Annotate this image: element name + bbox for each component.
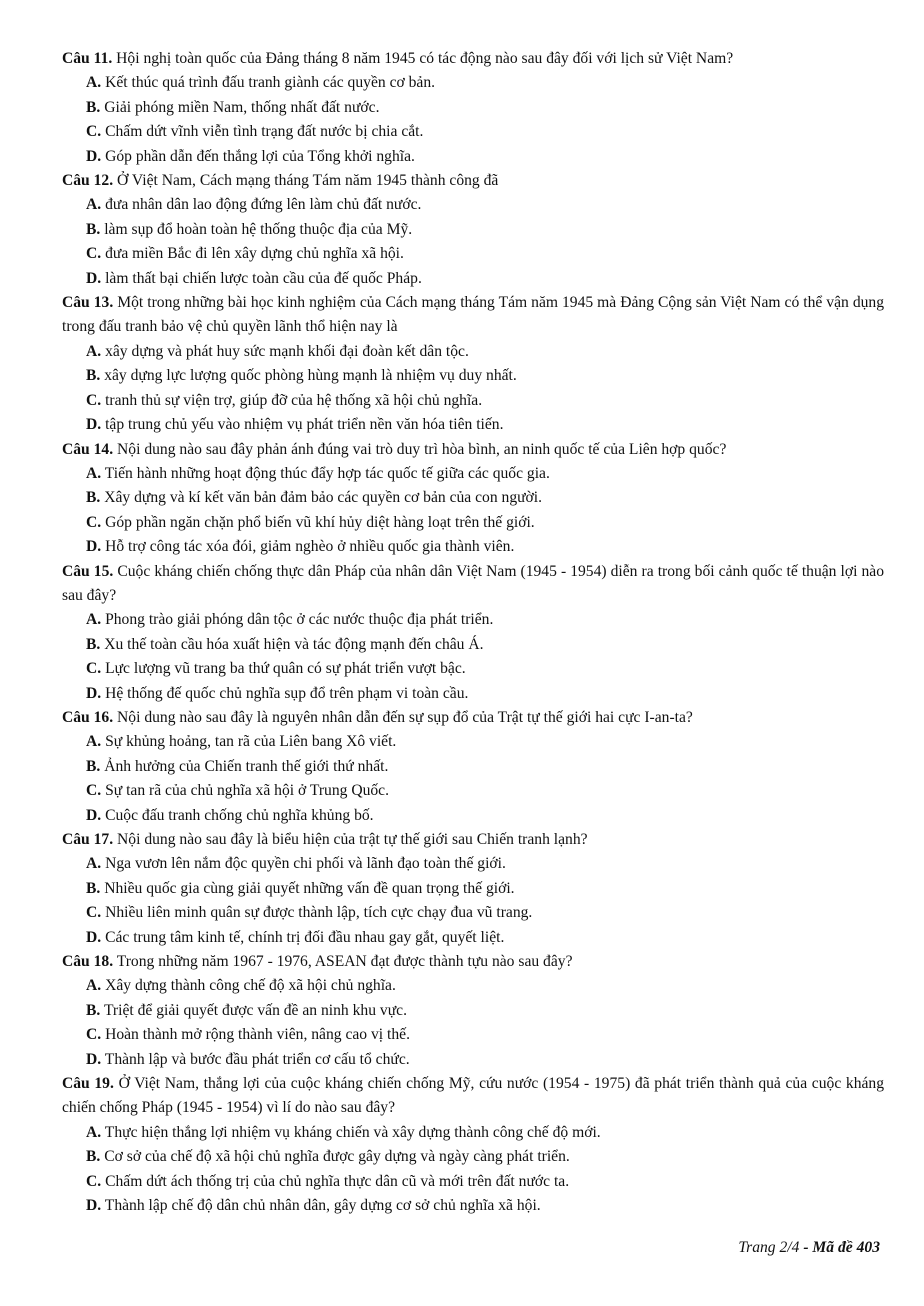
- question-text: Nội dung nào sau đây là biểu hiện của trật tự thế giới sau Chiến tranh lạnh?: [117, 831, 588, 848]
- question-stem: [62, 828, 884, 852]
- answer-option: [86, 633, 884, 657]
- question-block: [62, 560, 884, 706]
- exam-code: Mã đề 403: [812, 1239, 880, 1256]
- option-text: Xây dựng thành công chế độ xã hội chủ nghĩa.: [105, 977, 396, 995]
- question-number: Câu 12.: [62, 172, 114, 190]
- question-text: Nội dung nào sau đây phản ánh đúng vai trò duy trì hòa bình, an ninh quốc tế của Liên hợp quốc?: [117, 440, 727, 458]
- answer-option: [86, 413, 884, 437]
- question-text: Một trong những bài học kinh nghiệm của Cách mạng tháng Tám năm 1945 mà Đảng Cộng sản Việt Nam có thể vận dụng trong đấu tranh bảo vệ chủ quyền lãnh thổ hiện nay là: [62, 294, 885, 336]
- answer-option: [86, 657, 884, 681]
- option-text: Thực hiện thắng lợi nhiệm vụ kháng chiến và xây dựng thành công chế độ mới.: [104, 1123, 601, 1141]
- answer-option: [86, 486, 884, 510]
- option-text: Cơ sở của chế độ xã hội chủ nghĩa được gây dựng và ngày càng phát triển.: [104, 1148, 570, 1166]
- option-letter: B.: [86, 220, 101, 238]
- question-number: Câu 18.: [62, 953, 114, 971]
- answer-option: [86, 779, 884, 803]
- question-stem: [62, 47, 884, 71]
- option-letter: D.: [86, 538, 102, 556]
- option-text: Góp phần ngăn chặn phổ biến vũ khí hủy diệt hàng loạt trên thế giới.: [105, 513, 535, 531]
- question-number: Câu 17.: [62, 831, 114, 848]
- option-letter: D.: [86, 928, 102, 946]
- option-letter: A.: [86, 611, 102, 629]
- option-text: Nhiều liên minh quân sự được thành lập, tích cực chạy đua vũ trang.: [105, 904, 533, 922]
- option-letter: D.: [86, 806, 102, 824]
- option-text: Hỗ trợ công tác xóa đói, giảm nghèo ở nhiều quốc gia thành viên.: [105, 538, 515, 556]
- answer-option: [86, 535, 884, 559]
- option-letter: B.: [86, 489, 101, 507]
- question-number: Câu 11.: [62, 50, 113, 67]
- option-text: Ảnh hưởng của Chiến tranh thế giới thứ nhất.: [104, 757, 389, 775]
- question-text: Ở Việt Nam, Cách mạng tháng Tám năm 1945 thành công đã: [117, 172, 499, 190]
- page-footer: [738, 1239, 880, 1257]
- question-block: [62, 169, 884, 291]
- option-letter: D.: [86, 269, 102, 287]
- option-text: Xây dựng và kí kết văn bản đảm bảo các quyền cơ bản của con người.: [104, 489, 543, 507]
- option-text: Chấm dứt vĩnh viễn tình trạng đất nước bị chia cắt.: [105, 123, 424, 141]
- option-letter: C.: [86, 1026, 102, 1044]
- option-text: tranh thủ sự viện trợ, giúp đỡ của hệ thống xã hội chủ nghĩa.: [105, 391, 483, 409]
- option-text: xây dựng và phát huy sức mạnh khối đại đoàn kết dân tộc.: [105, 342, 469, 360]
- answer-option: [86, 755, 884, 779]
- question-text: Hội nghị toàn quốc của Đảng tháng 8 năm 1945 có tác động nào sau đây đối với lịch sử Việt Nam?: [116, 50, 734, 67]
- answer-option: [86, 852, 884, 876]
- answer-option: [86, 511, 884, 535]
- answer-option: [86, 218, 884, 242]
- option-letter: A.: [86, 74, 102, 92]
- answer-option: [86, 71, 884, 95]
- option-text: Cuộc đấu tranh chống chủ nghĩa khủng bố.: [105, 806, 374, 824]
- question-stem: [62, 169, 884, 193]
- option-letter: A.: [86, 196, 102, 214]
- answer-option: [86, 901, 884, 925]
- answer-option: [86, 364, 884, 388]
- option-letter: B.: [86, 879, 101, 897]
- option-text: Hoàn thành mở rộng thành viên, nâng cao vị thế.: [105, 1026, 410, 1044]
- answer-option: [86, 389, 884, 413]
- answer-option: [86, 974, 884, 998]
- option-text: Sự tan rã của chủ nghĩa xã hội ở Trung Quốc.: [105, 782, 389, 800]
- answer-option: [86, 267, 884, 291]
- question-stem: [62, 438, 884, 462]
- answer-option: [86, 340, 884, 364]
- option-letter: B.: [86, 1148, 101, 1166]
- answer-option: [86, 462, 884, 486]
- question-block: [62, 1072, 884, 1218]
- option-letter: C.: [86, 904, 102, 922]
- option-text: xây dựng lực lượng quốc phòng hùng mạnh là nhiệm vụ duy nhất.: [104, 367, 517, 385]
- question-block: [62, 828, 884, 950]
- option-text: làm thất bại chiến lược toàn cầu của đế quốc Pháp.: [105, 269, 422, 287]
- question-stem: [62, 950, 884, 974]
- answer-option: [86, 682, 884, 706]
- answer-option: [86, 999, 884, 1023]
- exam-page-body: [62, 47, 884, 1219]
- answer-option: [86, 730, 884, 754]
- option-text: Xu thế toàn cầu hóa xuất hiện và tác động mạnh đến châu Á.: [104, 635, 484, 653]
- option-text: tập trung chủ yếu vào nhiệm vụ phát triển nền văn hóa tiên tiến.: [105, 416, 504, 434]
- question-block: [62, 47, 884, 169]
- option-letter: B.: [86, 98, 101, 116]
- option-letter: A.: [86, 977, 102, 995]
- option-text: Thành lập và bước đầu phát triển cơ cấu tổ chức.: [104, 1050, 410, 1068]
- page-number: Trang 2/4: [738, 1239, 800, 1256]
- option-letter: A.: [86, 464, 102, 482]
- option-text: Hệ thống đế quốc chủ nghĩa sụp đổ trên phạm vi toàn cầu.: [105, 684, 469, 702]
- option-letter: B.: [86, 635, 101, 653]
- option-letter: D.: [86, 1050, 102, 1068]
- question-stem: [62, 291, 884, 340]
- option-letter: A.: [86, 342, 102, 360]
- option-letter: C.: [86, 513, 102, 531]
- answer-option: [86, 242, 884, 266]
- option-letter: C.: [86, 660, 102, 678]
- question-block: [62, 950, 884, 1072]
- question-number: Câu 14.: [62, 440, 114, 458]
- option-letter: A.: [86, 855, 102, 873]
- option-letter: D.: [86, 1197, 102, 1215]
- question-stem: [62, 706, 884, 730]
- question-number: Câu 19.: [62, 1075, 114, 1093]
- question-stem: [62, 1072, 884, 1121]
- option-text: Nga vươn lên nắm độc quyền chi phối và lãnh đạo toàn thế giới.: [105, 855, 506, 873]
- option-text: đưa nhân dân lao động đứng lên làm chủ đất nước.: [105, 196, 422, 214]
- option-text: Sự khủng hoảng, tan rã của Liên bang Xô viết.: [105, 733, 397, 751]
- question-text: Cuộc kháng chiến chống thực dân Pháp của nhân dân Việt Nam (1945 - 1954) diễn ra trong bối cảnh quốc tế thuận lợi nào sau đây?: [62, 562, 884, 604]
- option-letter: D.: [86, 416, 102, 434]
- answer-option: [86, 804, 884, 828]
- option-text: Các trung tâm kinh tế, chính trị đối đầu nhau gay gắt, quyết liệt.: [105, 928, 505, 946]
- option-text: Góp phần dẫn đến thắng lợi của Tổng khởi nghĩa.: [105, 147, 415, 165]
- answer-option: [86, 608, 884, 632]
- option-text: Lực lượng vũ trang ba thứ quân có sự phát triển vượt bậc.: [105, 660, 466, 678]
- answer-option: [86, 1194, 884, 1218]
- option-text: làm sụp đổ hoàn toàn hệ thống thuộc địa của Mỹ.: [104, 220, 413, 238]
- option-letter: C.: [86, 391, 102, 409]
- option-text: đưa miền Bắc đi lên xây dựng chủ nghĩa xã hội.: [105, 245, 404, 263]
- option-letter: C.: [86, 782, 102, 800]
- answer-option: [86, 193, 884, 217]
- option-letter: D.: [86, 684, 102, 702]
- answer-option: [86, 120, 884, 144]
- option-text: Phong trào giải phóng dân tộc ở các nước thuộc địa phát triển.: [105, 611, 494, 629]
- question-stem: [62, 560, 884, 609]
- option-letter: B.: [86, 367, 101, 385]
- option-letter: B.: [86, 1001, 101, 1019]
- question-number: Câu 16.: [62, 708, 114, 726]
- question-text: Nội dung nào sau đây là nguyên nhân dẫn đến sự sụp đổ của Trật tự thế giới hai cực I-an-ta?: [117, 708, 693, 726]
- answer-option: [86, 145, 884, 169]
- answer-option: [86, 1145, 884, 1169]
- option-letter: A.: [86, 733, 102, 751]
- option-letter: C.: [86, 123, 102, 141]
- answer-option: [86, 1170, 884, 1194]
- question-block: [62, 706, 884, 828]
- answer-option: [86, 1048, 884, 1072]
- option-letter: A.: [86, 1123, 102, 1141]
- question-block: [62, 438, 884, 560]
- option-letter: D.: [86, 147, 102, 165]
- option-text: Kết thúc quá trình đấu tranh giành các quyền cơ bản.: [105, 74, 436, 92]
- option-letter: C.: [86, 1172, 102, 1190]
- answer-option: [86, 926, 884, 950]
- question-number: Câu 13.: [62, 294, 114, 312]
- answer-option: [86, 1023, 884, 1047]
- option-text: Nhiều quốc gia cùng giải quyết những vấn đề quan trọng thế giới.: [104, 879, 515, 897]
- option-text: Giải phóng miền Nam, thống nhất đất nước.: [104, 98, 380, 116]
- answer-option: [86, 877, 884, 901]
- option-text: Chấm dứt ách thống trị của chủ nghĩa thực dân cũ và mới trên đất nước ta.: [105, 1172, 570, 1190]
- question-text: Trong những năm 1967 - 1976, ASEAN đạt được thành tựu nào sau đây?: [116, 953, 573, 971]
- option-text: Tiến hành những hoạt động thúc đẩy hợp tác quốc tế giữa các quốc gia.: [104, 464, 550, 482]
- option-letter: C.: [86, 245, 102, 263]
- option-text: Triệt để giải quyết được vấn đề an ninh khu vực.: [103, 1001, 407, 1019]
- answer-option: [86, 96, 884, 120]
- question-text: Ở Việt Nam, thắng lợi của cuộc kháng chiến chống Mỹ, cứu nước (1954 - 1975) đã phát triển thành quả của cuộc kháng chiến chống Pháp (1945 - 1954) vì lí do nào sau đây?: [62, 1075, 885, 1117]
- option-letter: B.: [86, 757, 101, 775]
- answer-option: [86, 1121, 884, 1145]
- option-text: Thành lập chế độ dân chủ nhân dân, gây dựng cơ sở chủ nghĩa xã hội.: [104, 1197, 541, 1215]
- question-number: Câu 15.: [62, 562, 114, 580]
- footer-separator: -: [799, 1239, 813, 1256]
- question-block: [62, 291, 884, 437]
